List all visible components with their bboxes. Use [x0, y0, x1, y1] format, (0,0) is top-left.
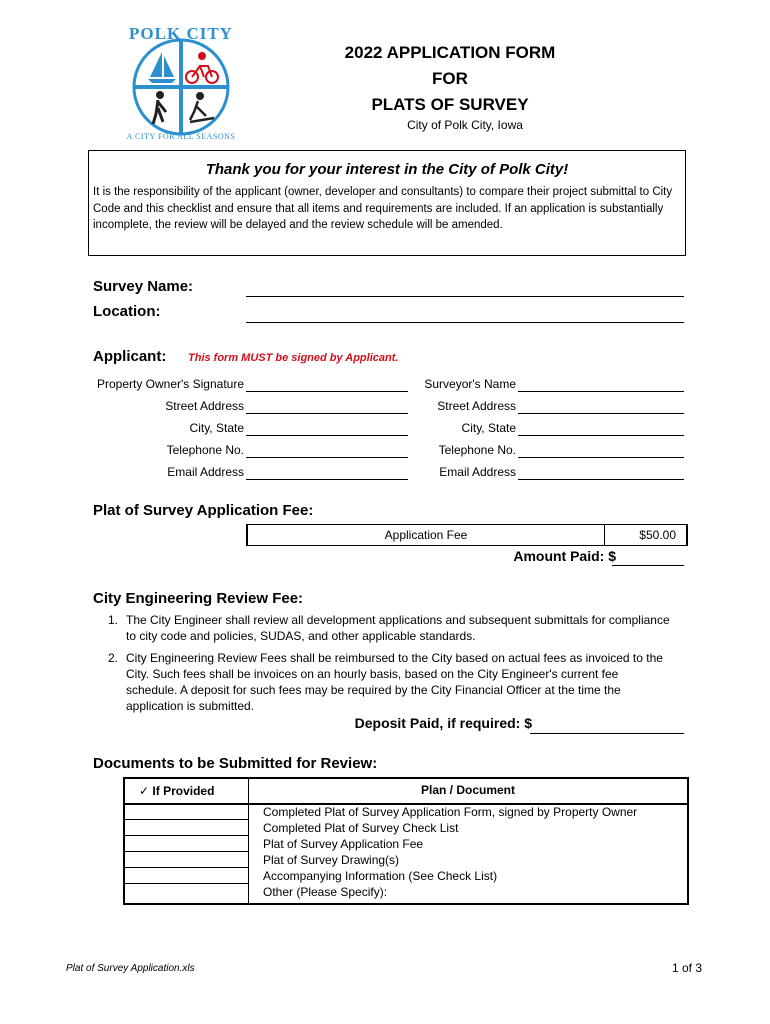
location-field[interactable] [246, 322, 684, 323]
provided-column-label: If Provided [152, 784, 215, 798]
amount-paid-field[interactable] [612, 565, 684, 566]
page-number: 1 of 3 [671, 961, 702, 975]
form-subtitle: City of Polk City, Iowa [407, 118, 523, 132]
engineering-item-2-num: 2. [108, 651, 119, 665]
survey-name-field[interactable] [246, 296, 684, 297]
engineering-item-2-text: City Engineering Review Fees shall be reimbursed to the City based on actual fees as invoiced to the City. Such fees shall be invoices on an hourly basis, based on the City Engineer's current fee schedule. A deposit for such fees may be required by the City Financial Officer at the time the application is submitted. [126, 651, 663, 713]
applicant-heading: Applicant: [93, 348, 167, 365]
title-line-2: FOR [432, 69, 468, 88]
owner-city-label: City, State [189, 421, 244, 435]
document-item: Other (Please Specify): [263, 885, 388, 899]
surveyor-phone-label: Telephone No. [438, 443, 516, 457]
logo-name: POLK CITY [129, 24, 233, 43]
owner-phone-field[interactable] [246, 457, 408, 458]
owner-email-field[interactable] [246, 479, 408, 480]
table-row-divider [125, 867, 248, 868]
owner-city-field[interactable] [246, 435, 408, 436]
document-item: Plat of Survey Application Fee [263, 837, 424, 851]
surveyor-name-field[interactable] [518, 391, 684, 392]
fee-divider [604, 525, 605, 545]
owner-street-label: Street Address [165, 399, 244, 413]
plan-column-header: Plan / Document [420, 783, 515, 797]
surveyor-city-field[interactable] [518, 435, 684, 436]
polk-city-logo [120, 22, 242, 152]
fee-label: Application Fee [384, 528, 468, 542]
owner-street-field[interactable] [246, 413, 408, 414]
notice-body: It is the responsibility of the applicant (owner, developer and consultants) to compare their project submittal to City Code and this checklist and ensure that all items and requirements are included. If an application is substantially incomplete, the review will be delayed and the review schedule will be amended. [93, 186, 673, 231]
footer-filename: Plat of Survey Application.xls [66, 963, 195, 974]
checkmark-icon: ✓ [139, 784, 150, 798]
provided-column-header [139, 784, 214, 798]
surveyor-city-label: City, State [461, 421, 516, 435]
deposit-paid-label: Deposit Paid, if required: $ [354, 715, 532, 731]
engineering-item-1-text: The City Engineer shall review all development applications and subsequent submittals for compliance to city code and policies, SUDAS, and other applicable standards. [126, 613, 670, 643]
surveyor-name-label: Surveyor's Name [424, 377, 516, 391]
surveyor-phone-field[interactable] [518, 457, 684, 458]
signature-warning: This form MUST be signed by Applicant. [188, 352, 399, 364]
table-row-divider [125, 883, 248, 884]
fee-amount: $50.00 [639, 528, 676, 542]
survey-name-label: Survey Name: [93, 278, 194, 295]
document-item: Completed Plat of Survey Application Form, signed by Property Owner [263, 805, 638, 819]
table-row-divider [125, 851, 248, 852]
title-line-3: PLATS OF SURVEY [371, 95, 529, 114]
title-line-1: 2022 APPLICATION FORM [344, 43, 556, 62]
table-row-divider [125, 819, 248, 820]
form-title [300, 40, 600, 118]
logo-tagline: A CITY FOR ALL SEASONS [126, 132, 236, 141]
location-label: Location: [93, 303, 161, 320]
documents-column-divider [248, 779, 249, 903]
document-item: Accompanying Information (See Check List) [263, 869, 498, 883]
surveyor-street-field[interactable] [518, 413, 684, 414]
fee-table [246, 524, 688, 546]
surveyor-email-field[interactable] [518, 479, 684, 480]
document-item: Plat of Survey Drawing(s) [263, 853, 400, 867]
documents-heading: Documents to be Submitted for Review: [93, 755, 378, 772]
engineering-item-1-num: 1. [108, 613, 119, 627]
documents-table [123, 777, 689, 905]
document-item: Completed Plat of Survey Check List [263, 821, 459, 835]
owner-email-label: Email Address [167, 465, 244, 479]
notice-box [88, 150, 686, 256]
table-row-divider [125, 835, 248, 836]
engineering-heading: City Engineering Review Fee: [93, 590, 304, 607]
owner-signature-label: Property Owner's Signature [96, 377, 244, 391]
owner-signature-field[interactable] [246, 391, 408, 392]
application-fee-heading: Plat of Survey Application Fee: [93, 502, 314, 519]
deposit-paid-field[interactable] [530, 733, 684, 734]
owner-phone-label: Telephone No. [166, 443, 244, 457]
surveyor-email-label: Email Address [439, 465, 516, 479]
amount-paid-label: Amount Paid: $ [513, 548, 616, 564]
surveyor-street-label: Street Address [437, 399, 516, 413]
notice-title: Thank you for your interest in the City of Polk City! [205, 161, 569, 178]
